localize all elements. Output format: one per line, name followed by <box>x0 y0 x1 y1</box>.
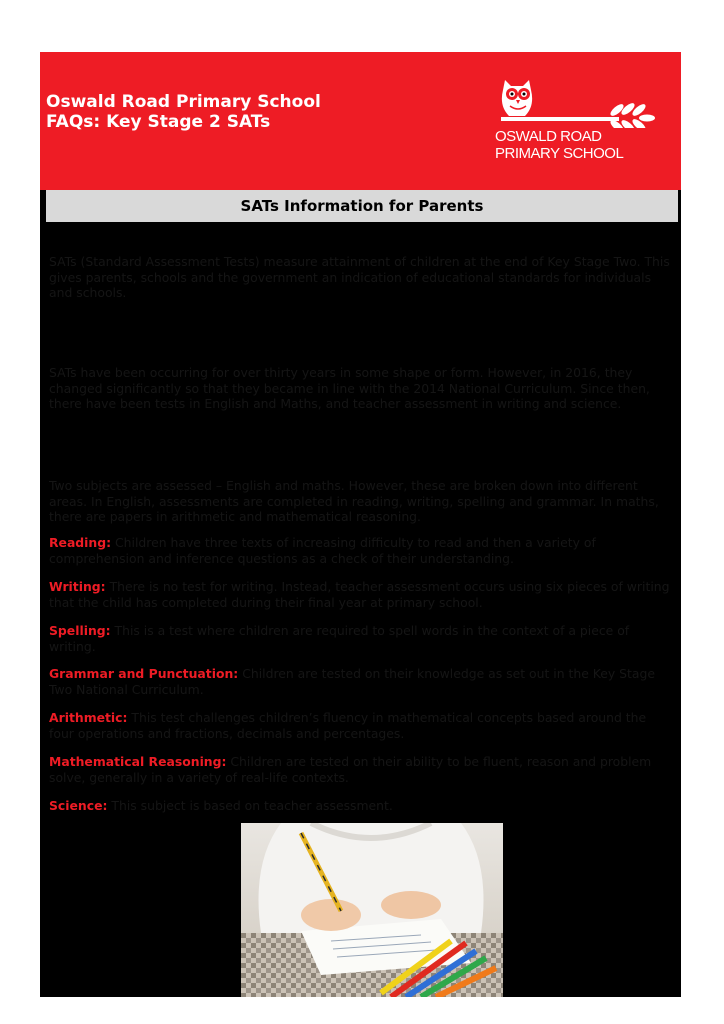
subject-science <box>49 798 673 814</box>
subject-label: Grammar and Punctuation: <box>49 666 239 681</box>
intro-paragraph-1: SATs (Standard Assessment Tests) measure attainment of children at the end of Key Stage Two. This gives parents, schools and the government an indication of educational standards for individuals and schools. <box>49 254 670 300</box>
subject-reasoning <box>49 754 673 785</box>
header-title <box>46 92 321 132</box>
faq-title: FAQs: Key Stage 2 SATs <box>46 112 271 132</box>
school-logo <box>495 76 655 166</box>
document-page <box>40 52 681 997</box>
subject-text: Children are tested on their ability to be fluent, reason and problem solve, generally in a variety of real-life contexts. <box>49 754 652 785</box>
subject-text: This subject is based on teacher assessment. <box>107 798 393 813</box>
subject-label: Mathematical Reasoning: <box>49 754 227 769</box>
subject-writing <box>49 579 673 610</box>
logo-text <box>495 128 623 162</box>
logo-line-2: PRIMARY SCHOOL <box>495 145 624 162</box>
subject-label: Science: <box>49 798 108 813</box>
subject-text: This test challenges children’s fluency in mathematical concepts based around the four operations and fractions, decimals and percentages. <box>49 710 647 741</box>
child-writing-photo <box>241 823 503 997</box>
subject-text: Children have three texts of increasing difficulty to read and then a variety of comprehension and inference questions as a check of their understanding. <box>49 535 596 566</box>
subject-reading <box>49 535 673 566</box>
school-name: Oswald Road Primary School <box>46 92 321 112</box>
subject-label: Writing: <box>49 579 106 594</box>
logo-line-1: OSWALD ROAD <box>495 128 602 145</box>
subject-text: There is no test for writing. Instead, teacher assessment occurs using six pieces of writing that the child has completed during their final year at primary school. <box>49 579 670 610</box>
subject-label: Arithmetic: <box>49 710 128 725</box>
subject-text: Children are tested on their knowledge as set out in the Key Stage Two National Curriculum. <box>49 666 655 697</box>
subject-label: Spelling: <box>49 623 111 638</box>
header-banner <box>40 52 681 190</box>
intro-paragraph-3: Two subjects are assessed – English and maths. However, these are broken down into different areas. In English, assessments are completed in reading, writing, spelling and grammar. In maths, there are papers in arithmetic and mathematical reasoning. <box>49 478 659 524</box>
intro-paragraph-2: SATs have been occurring for over thirty years in some shape or form. However, in 2016, they changed significantly so that they became in line with the 2014 National Curriculum. Since then, there have been tests in English and Maths, and teacher assessment in writing and science. <box>49 365 650 411</box>
section-heading: SATs Information for Parents <box>46 190 678 222</box>
owl-icon <box>495 76 655 128</box>
subject-text: This is a test where children are required to spell words in the context of a piece of writing. <box>49 623 630 654</box>
subject-label: Reading: <box>49 535 112 550</box>
subject-spelling <box>49 623 673 654</box>
photo-illustration <box>241 823 503 997</box>
subject-grammar <box>49 666 673 697</box>
subject-arithmetic <box>49 710 673 741</box>
